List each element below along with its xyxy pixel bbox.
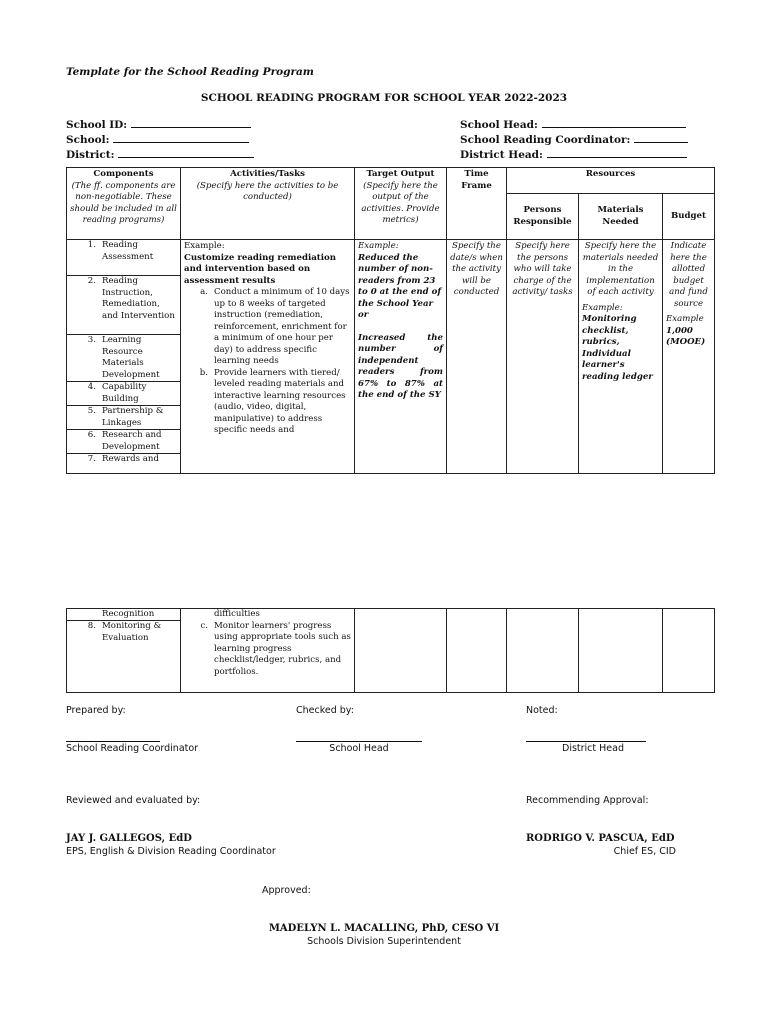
list-item: 8. Monitoring & Evaluation — [87, 621, 162, 643]
approver-title: Schools Division Superintendent — [307, 936, 461, 947]
materials-needed-header: Materials Needed — [579, 194, 663, 240]
time-frame-header: Time Frame — [447, 168, 507, 240]
recommending-approval-label: Recommending Approval: — [526, 795, 649, 806]
list-item: Recognition — [67, 609, 180, 621]
materials-needed-cell: Specify here the materials needed in the implementation of each activity Example: Monitoring checklist, rubrics, Individual learner's reading ledger — [579, 240, 663, 474]
materials-needed-cell-continued — [579, 609, 663, 693]
school-id-field: School ID: — [66, 117, 254, 132]
page-title: SCHOOL READING PROGRAM FOR SCHOOL YEAR 2022-2023 — [200, 92, 568, 104]
noted-label: Noted: — [526, 705, 558, 716]
prepared-signature-line — [66, 740, 160, 742]
list-item: 7. Rewards and — [87, 454, 159, 464]
components-cell — [67, 240, 181, 474]
template-title: Template for the School Reading Program — [66, 66, 314, 78]
list-item: 4. Capability Building — [67, 382, 180, 406]
persons-responsible-cell-continued — [507, 609, 579, 693]
noted-signature-line — [526, 740, 646, 742]
prepared-by-label: Prepared by: — [66, 705, 126, 716]
reviewer-name: JAY J. GALLEGOS, EdD — [66, 833, 192, 844]
time-frame-cell-continued — [447, 609, 507, 693]
reviewed-by-label: Reviewed and evaluated by: — [66, 795, 201, 806]
list-item: 3. Learning Resource Materials Development — [67, 335, 180, 382]
approved-label: Approved: — [262, 885, 311, 896]
school-reading-coordinator-role: School Reading Coordinator — [66, 743, 199, 754]
school-reading-coordinator-field: School Reading Coordinator: — [460, 132, 688, 147]
list-item: 5. Partnership & Linkages — [67, 406, 180, 430]
resources-header: Resources — [507, 168, 715, 194]
approver-name: MADELYN L. MACALLING, PhD, CESO VI — [268, 923, 500, 934]
target-output-cell-continued — [355, 609, 447, 693]
budget-header: Budget — [663, 194, 715, 240]
right-info-block — [460, 117, 688, 162]
school-field: School: — [66, 132, 254, 147]
time-frame-cell: Specify the date/s when the activity will be conducted — [447, 240, 507, 474]
list-item: 1. Reading Assessment — [67, 240, 180, 276]
components-header: Components (The ff. components are non-negotiable. These should be included in all reading programs) — [67, 168, 181, 240]
recommender-title: Chief ES, CID — [613, 846, 676, 857]
school-head-role: School Head — [329, 743, 389, 754]
components-list — [70, 240, 177, 468]
components-list-continued — [70, 609, 177, 644]
school-head-field: School Head: — [460, 117, 688, 132]
checked-signature-line — [296, 740, 422, 742]
activities-cell-continued: difficulties c. Monitor learners' progress using appropriate tools such as learning progress checklist/ledger, rubrics, and portfolios. — [181, 609, 355, 693]
recommender-name: RODRIGO V. PASCUA, EdD — [526, 833, 675, 844]
reviewer-title: EPS, English & Division Reading Coordinator — [66, 846, 276, 857]
district-field: District: — [66, 147, 254, 162]
reading-program-table — [66, 167, 715, 474]
budget-cell-continued — [663, 609, 715, 693]
checked-by-label: Checked by: — [296, 705, 354, 716]
reading-program-table-continued — [66, 608, 715, 693]
list-item: 2. Reading Instruction, Remediation, and Intervention — [67, 276, 180, 335]
activities-cell: Example: Customize reading remediation and intervention based on assessment results a. Conduct a minimum of 10 days up to 8 weeks of targeted instruction (remediation, reinforcement, enrichment for a minimum of one hour per day) to address specific learning needs b. Provide learners with tiered/ leveled reading materials and interactive learning resources (audio, video, digital, manipulative) to address specific needs and — [181, 240, 355, 474]
activities-header: Activities/Tasks (Specify here the activities to be conducted) — [181, 168, 355, 240]
left-info-block — [66, 117, 254, 162]
list-item: 6. Research and Development — [67, 430, 180, 454]
persons-responsible-header: Persons Responsible — [507, 194, 579, 240]
district-head-role: District Head — [562, 743, 624, 754]
target-output-cell: Example: Reduced the number of non-readers from 23 to 0 at the end of the School Year or Increased the number of independent readers from 67% to 87% at the end of the SY — [355, 240, 447, 474]
components-cell-continued — [67, 609, 181, 693]
persons-responsible-cell: Specify here the persons who will take charge of the activity/ tasks — [507, 240, 579, 474]
target-output-header: Target Output (Specify here the output of the activities. Provide metrics) — [355, 168, 447, 240]
budget-cell: Indicate here the allotted budget and fund source Example 1,000 (MOOE) — [663, 240, 715, 474]
district-head-field: District Head: — [460, 147, 688, 162]
